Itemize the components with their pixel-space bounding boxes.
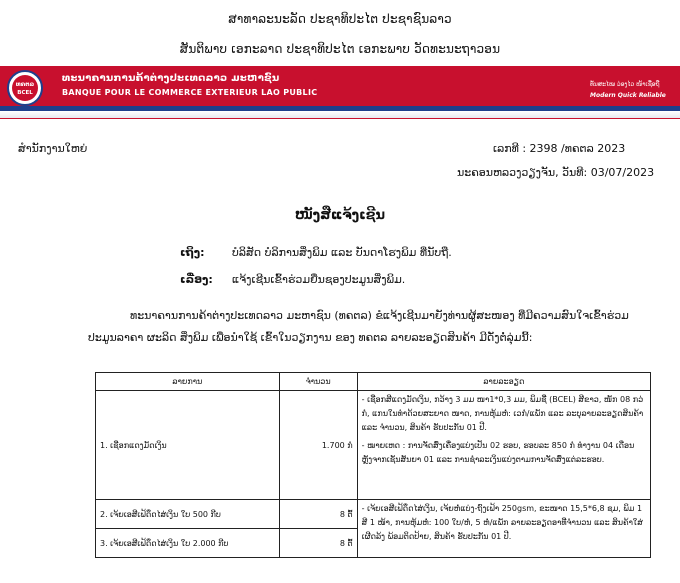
- body-paragraph: ທະນາຄານການຄ້າຕ່າງປະເທດລາວ ມະຫາຊົນ (ທຄຕລ) ຂໍແຈ້ງເຊີນມາຍັງທ່ານຜູ້ສະໜອງ ທີ່ມີຄວາມສົນໃຈເຂົ້າຮ່ວມປະມູນລາຄາ ຜະລິດ ສິ່ງພິມ ເພື່ອນໍາໃຊ້ ເຂົ້າໃນວຽກງານ ຂອງ ທຄຕລ ລາຍລະອຽດສິນຄ້າ ມີດັ່ງຕໍ່ລຸ່ມນີ້:: [88, 309, 629, 344]
- bank-name-fr: BANQUE POUR LE COMMERCE EXTERIEUR LAO PUBLIC: [62, 88, 318, 97]
- document-number: ເລກທີ : 2398 /ທຄຕລ 2023: [493, 142, 626, 155]
- document-title: ໜັງສືແຈ້ງເຊີນ: [295, 208, 385, 223]
- bank-slogan-en: Modern Quick Reliable: [590, 92, 666, 99]
- letterhead-red-band: [0, 66, 680, 106]
- column-header-quantity: ຈໍານວນ: [279, 373, 357, 391]
- recipient-label: ເຖິງ:: [180, 246, 205, 259]
- table-row: [96, 391, 651, 500]
- detail-line: - ເຊືອກສີແດງມັດເງິນ, ກວ້າງ 3 ມມ ໜາ1*0,3 ມມ, ພິມຊື່ (BCEL) ສີຂາວ, ໜັກ 08 ກວ່ກໍ, ແກນໃນທໍາດ້ວຍສະຍາດ ໜາດ, ການຫຸ້ມຫໍ່: ເວກໍ/ແພັກ ແລະ ລະບຸລາຍລະອຽດສິນຄ້າ ແລະ ຈໍານວນ, ສິນຄ້າ ຮັບປະກັນ 01 ປີ.: [361, 395, 644, 432]
- subject-label: ເລື່ອງ:: [180, 273, 213, 286]
- item-name: 1. ເຊືອກແດງມັດເງິນ: [96, 391, 280, 500]
- bank-slogan-lao: ທັນສະໄໝ ວ່ອງໄວ ໜ້າເຊື່ອຖື: [590, 81, 660, 88]
- item-name: 2. ເຈ້ຍເອສີເຟ້ດຶດໄສ່ເງິນ ໃບ 500 ກີບ: [96, 500, 280, 529]
- item-details: [357, 391, 650, 500]
- letterhead-white-stripe: [0, 111, 680, 119]
- place-date: ນະຄອນຫລວງວຽງຈັນ, ວັນທີ: 03/07/2023: [457, 166, 655, 179]
- bank-letterhead: [0, 66, 680, 118]
- column-header-item: ລາຍການ: [96, 373, 280, 391]
- recipient-text: ບໍລິສັດ ບໍລິການສິ່ງພິມ ແລະ ບັນດາໂຮງພິມ ທີ່ນັບຖື.: [232, 246, 452, 259]
- detail-note: - ໝາຍເຫດ : ການຈັດສົ່ງເຄື່ອງແບ່ງເປັນ 02 ຮອບ, ຮອບລະ 850 ກໍ ທໍາງານ 04 ເດືອນ ຫຼັງຈາກເຊັນສັນຍາ 01 ແລະ ການຊໍາລະເງິນແບ່ງຕາມການຈັດສົ່ງແຕ່ລະຮອບ.: [361, 441, 635, 464]
- subject-text: ແຈ້ງເຊີນເຂົ້າຮ່ວມຍື່ນຊອງປະມູນສິ່ງພິມ.: [232, 273, 406, 286]
- item-name: 3. ເຈ້ຍເອສີເຟ້ດຶດໄສ່ເງິນ ໃບ 2.000 ກີບ: [96, 529, 280, 558]
- svg-text:BCEL: BCEL: [17, 90, 33, 96]
- column-header-details: ລາຍລະອຽດ: [357, 373, 650, 391]
- detail-line: - ເຈ້ຍເອສີເຟ້ດຶດໄສ່ເງິນ, ເຈ້ຍຫໍ່ແບ່ງ-ຖົງເຟ້າ 250gsm, ຂະໜາດ 15,5*6,8 ຊມ, ພິມ 1 ສີ 1 ໜ້າ, ການຫຸ້ມຫໍ່: 100 ໃບ/ຫໍ່, 5 ຫໍ່/ແພັກ ລາຍລະອຽດອາທີ່ຈໍານວນ ແລະ ສິນຄ້າໃສ່ເຜີດລ້ງ ພ້ອມຕິດປ້າຍ, ສິນຄ້າ ຮັບປະກັນ 01 ປີ.: [361, 504, 643, 541]
- item-details: [357, 500, 650, 558]
- national-header: ສາທາລະນະລັດ ປະຊາທິປະໄຕ ປະຊາຊົນລາວ: [228, 12, 452, 26]
- items-table: [95, 372, 651, 558]
- item-quantity: 1.700 ກໍ: [279, 391, 357, 500]
- table-header-row: [96, 373, 651, 391]
- item-quantity: 8 ຕົ້: [279, 529, 357, 558]
- office-label: ສໍານັກງານໃຫຍ່: [18, 142, 88, 155]
- national-motto: ສັນຕິພາບ ເອກະລາດ ປະຊາທິປະໄຕ ເອກະພາບ ວັດທະນະຖາວອນ: [179, 42, 501, 56]
- bank-name-lao: ທະນາຄານການຄ້າຕ່າງປະເທດລາວ ມະຫາຊົນ: [62, 73, 280, 84]
- item-quantity: 8 ຕົ້: [279, 500, 357, 529]
- svg-text:ທຄຕລ: ທຄຕລ: [15, 81, 35, 88]
- table-row: [96, 500, 651, 529]
- bcel-logo-icon: [6, 69, 44, 107]
